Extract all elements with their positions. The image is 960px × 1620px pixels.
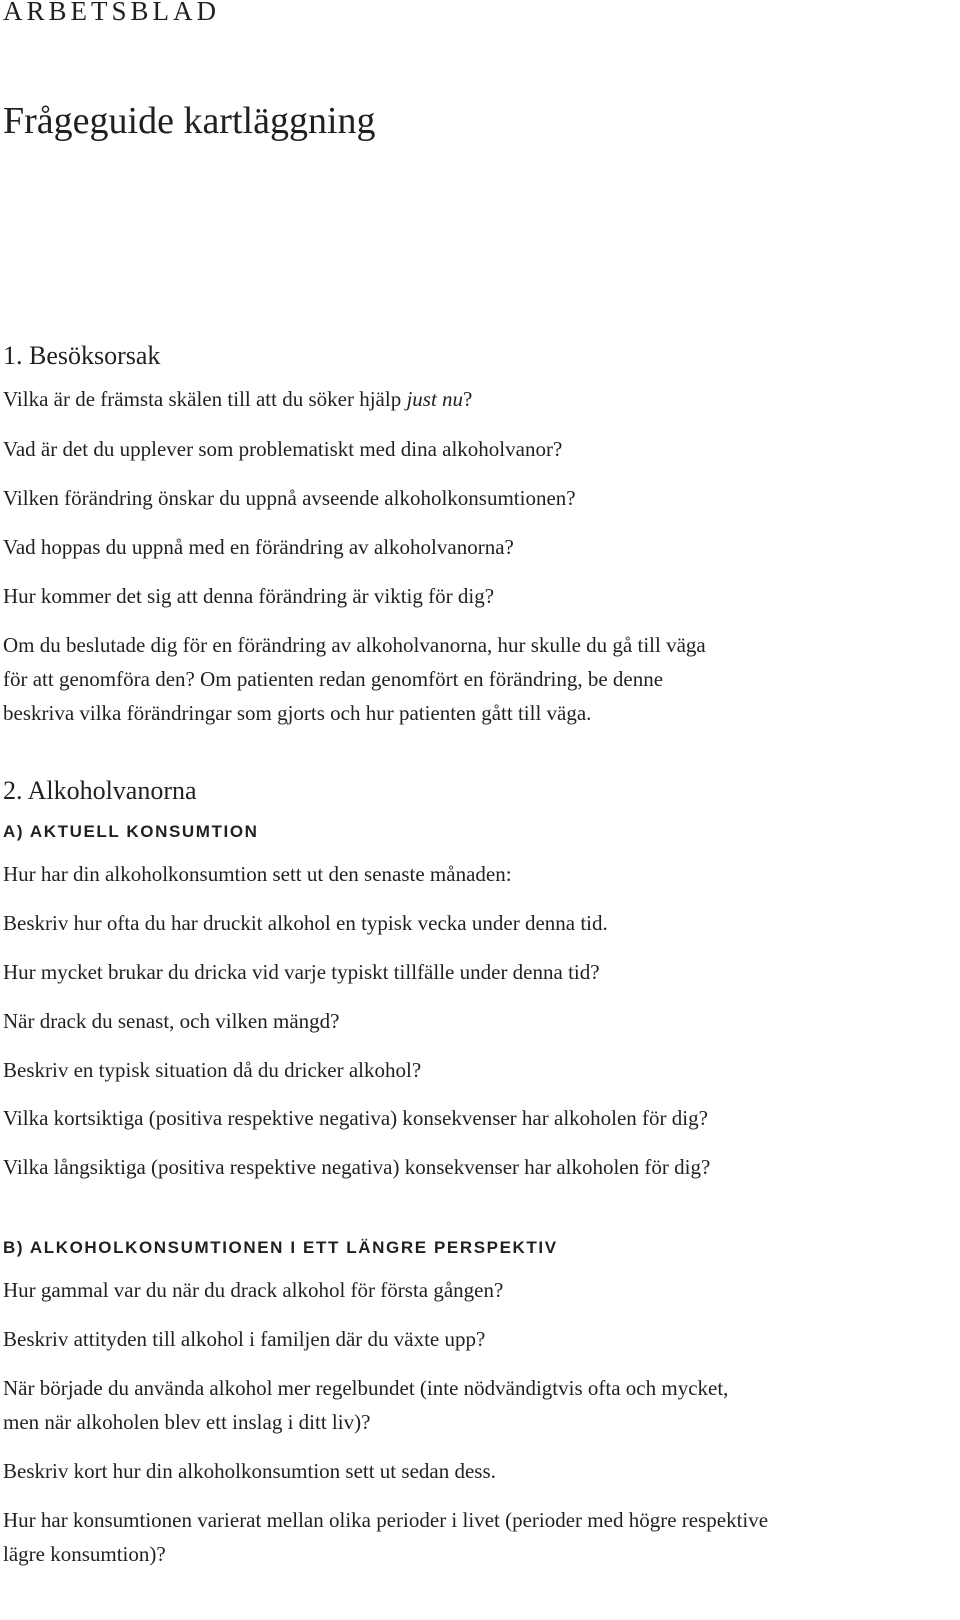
question-item: Vilka kortsiktiga (positiva respektive negativa) konsekvenser har alkoholen för dig? (3, 1106, 708, 1130)
question-item: Hur gammal var du när du drack alkohol för första gången? (3, 1278, 504, 1302)
subheading-aktuell-konsumtion: A) AKTUELL KONSUMTION (3, 822, 259, 841)
question-item: Beskriv en typisk situation då du dricker alkohol? (3, 1058, 422, 1082)
question-item: Hur kommer det sig att denna förändring är viktig för dig? (3, 584, 495, 608)
emphasis-text: just nu (406, 387, 464, 411)
question-item: lägre konsumtion)? (3, 1542, 166, 1566)
question-item: Beskriv hur ofta du har druckit alkohol en typisk vecka under denna tid. (3, 911, 608, 935)
question-item: Hur har konsumtionen varierat mellan olika perioder i livet (perioder med högre respektive (3, 1508, 769, 1532)
question-item (3, 382, 933, 417)
worksheet-label: ARBETSBLAD (3, 0, 221, 26)
question-item: Vad hoppas du uppnå med en förändring av alkoholvanorna? (3, 535, 514, 559)
section-heading-besoksorsak: 1. Besöksorsak (3, 341, 161, 370)
question-item: beskriva vilka förändringar som gjorts och hur patienten gått till väga. (3, 701, 592, 725)
question-item: När började du använda alkohol mer regelbundet (inte nödvändigtvis ofta och mycket, (3, 1376, 729, 1400)
page-title: Frågeguide kartläggning (3, 100, 376, 142)
question-text: Vilka är de främsta skälen till att du söker hjälp (3, 387, 407, 411)
question-item: Hur mycket brukar du dricka vid varje typiskt tillfälle under denna tid? (3, 960, 600, 984)
subheading-langre-perspektiv: B) ALKOHOLKONSUMTIONEN I ETT LÄNGRE PERSPEKTIV (3, 1238, 558, 1257)
question-item: Vilken förändring önskar du uppnå avseende alkoholkonsumtionen? (3, 486, 576, 510)
question-item: Vad är det du upplever som problematiskt med dina alkoholvanor? (3, 437, 563, 461)
question-punctuation: ? (463, 387, 473, 411)
question-item: Vilka långsiktiga (positiva respektive negativa) konsekvenser har alkoholen för dig? (3, 1155, 711, 1179)
question-item: Hur har din alkoholkonsumtion sett ut den senaste månaden: (3, 862, 512, 886)
question-item: Beskriv attityden till alkohol i familjen där du växte upp? (3, 1327, 486, 1351)
question-item: Beskriv kort hur din alkoholkonsumtion sett ut sedan dess. (3, 1459, 496, 1483)
question-item: Om du beslutade dig för en förändring av alkoholvanorna, hur skulle du gå till väga (3, 633, 706, 657)
question-item: När drack du senast, och vilken mängd? (3, 1009, 340, 1033)
section-heading-alkoholvanorna: 2. Alkoholvanorna (3, 776, 197, 805)
question-item: men när alkoholen blev ett inslag i ditt liv)? (3, 1410, 371, 1434)
question-item: för att genomföra den? Om patienten redan genomfört en förändring, be denne (3, 667, 664, 691)
